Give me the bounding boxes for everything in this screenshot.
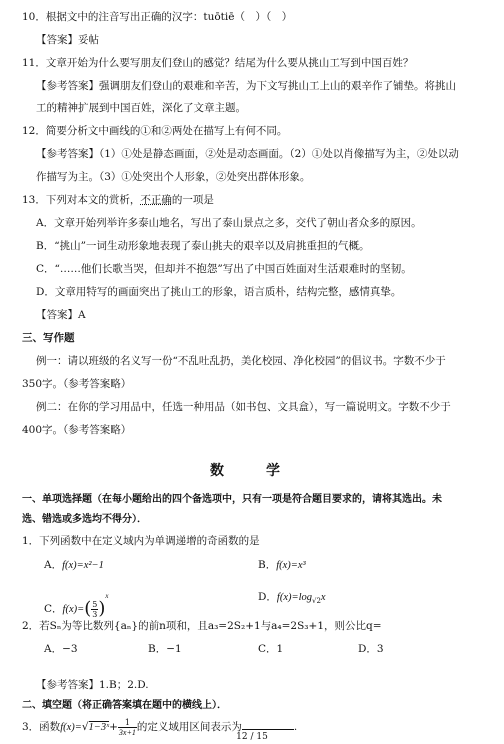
answers-q1-q2: 【参考答案】1.B；2.D. xyxy=(36,679,149,691)
q3-plus: + xyxy=(109,721,118,733)
q13-emphasis: 不正确 xyxy=(140,194,172,206)
q2-option-b: B．−1 xyxy=(148,643,182,655)
page-number: 12 / 15 xyxy=(236,732,268,742)
part1-heading-line2: 选、错选或多选均不得分）． xyxy=(22,514,147,525)
writing-ex1-line1: 例一：请以班级的名义写一份“不乱吐乱扔，美化校园、净化校园”的倡议书。字数不少于 xyxy=(36,355,446,367)
q13-option-a: A．文章开始列举许多泰山地名，写出了泰山景点之多，交代了朝山者众多的原因。 xyxy=(36,217,422,229)
q1-option-d-fn: f(x)=log xyxy=(276,592,312,603)
q1-option-b xyxy=(258,558,306,573)
writing-heading: 三、写作题 xyxy=(22,332,75,344)
q3-function: f(x)= xyxy=(60,722,82,733)
q13-option-b: B．“挑山”一词生动形象地表现了泰山挑夫的艰辛以及肩挑重担的气概。 xyxy=(36,240,370,252)
q1-option-d xyxy=(258,590,326,608)
q1-option-a xyxy=(44,558,104,573)
q11-answer-line2: 工的精神扩展到中国百姓，深化了文章主题。 xyxy=(36,102,246,114)
part1-heading-line1: 一、单项选择题（在每小题给出的四个备选项中，只有一项是符合题目要求的，请将其选出。未 xyxy=(22,494,442,505)
q1-option-b-expr: f(x)=x³ xyxy=(276,560,306,571)
q1-option-d-arg: x xyxy=(320,592,326,603)
q1-option-a-label: A． xyxy=(44,559,63,571)
q2-option-a: A．−3 xyxy=(44,643,78,655)
part2-heading: 二、填空题（将正确答案填在题中的横线上）． xyxy=(22,700,227,711)
q1-option-d-label: D． xyxy=(258,591,277,603)
q13-option-c: C．“……他们长歌当哭，但却并不抱怨”写出了中国百姓面对生活艰难时的坚韧。 xyxy=(36,263,412,275)
q11-answer-line1: 【参考答案】强调朋友们登山的艰难和辛苦，为下文写挑山工上山的艰辛作了铺垫。将挑山 xyxy=(36,80,456,92)
math-section-title: 数 学 xyxy=(210,463,294,479)
q10-question: 10．根据文中的注音写出正确的汉字：tuōtiē（ ）（ ） xyxy=(22,11,293,23)
writing-ex2-line1: 例二：在你的学习用品中，任选一种用品（如书包、文具盒），写一篇说明文。字数不少于 xyxy=(36,401,451,413)
q12-answer-line1: 【参考答案】（1）①处是静态画面，②处是动态画面。（2）①处以肖像描写为主，②处以动 xyxy=(36,148,459,160)
q13-question xyxy=(22,193,214,207)
q3-stem: 3．函数f(x)=√1−3ˣ+ $\frac{1}{3x+1}$ 的定义域用区间表示为 . xyxy=(22,717,298,737)
q3-fraction: $\frac{1}{3x+1}$ xyxy=(118,717,136,737)
q12-answer-line2: 作描写为主。（3）①处突出个人形象，②处突出群体形象。 xyxy=(36,171,311,183)
q1-option-c-fn: f(x)= xyxy=(62,604,85,615)
q2-stem: 2．若Sₙ为等比数列{aₙ}的前n项和，且a₃=2S₂+1与a₄=2S₃+1，则公比q= xyxy=(22,620,382,632)
q13-option-d: D．文章用特写的画面突出了挑山工的形象，语言质朴，结构完整，感情真挚。 xyxy=(36,286,402,298)
sqrt-icon: √ xyxy=(81,721,89,733)
q13-prefix: 13．下列对本文的赏析， xyxy=(22,194,141,206)
q2-option-c: C．1 xyxy=(258,643,284,655)
q1-option-c-label: C． xyxy=(44,603,63,615)
q1-option-a-expr: f(x)=x²−1 xyxy=(62,560,104,571)
q13-answer: 【答案】A xyxy=(36,309,86,321)
writing-ex2-line2: 400字。（参考答案略） xyxy=(22,424,132,436)
q1-option-c-fraction: $\frac{5}{3}$ xyxy=(92,599,98,619)
q2-option-d: D．3 xyxy=(358,643,384,655)
q1-option-c-exponent: x xyxy=(105,592,109,600)
q13-suffix: 的一项是 xyxy=(171,194,214,206)
q3-prefix: 3．函数 xyxy=(22,721,61,733)
q1-option-d-base: √2 xyxy=(312,597,321,606)
q3-answer-blank xyxy=(242,719,294,730)
q12-question: 12．简要分析文中画线的①和②两处在描写上有何不同。 xyxy=(22,125,288,137)
q3-radicand: 1−3ˣ xyxy=(88,722,110,733)
q3-suffix: 的定义域用区间表示为 xyxy=(136,721,242,733)
q10-answer: 【答案】妥帖 xyxy=(36,34,99,46)
writing-ex1-line2: 350字。（参考答案略） xyxy=(22,378,132,390)
q1-option-b-label: B． xyxy=(258,559,277,571)
q11-question: 11．文章开始为什么要写朋友们登山的感觉？结尾为什么要从挑山工写到中国百姓？ xyxy=(22,57,414,69)
q1-option-c: C．f(x)=( $\frac{5}{3}$ )$^x$ xyxy=(44,592,109,619)
q1-stem: 1．下列函数中在定义域内为单调递增的奇函数的是 xyxy=(22,535,260,547)
